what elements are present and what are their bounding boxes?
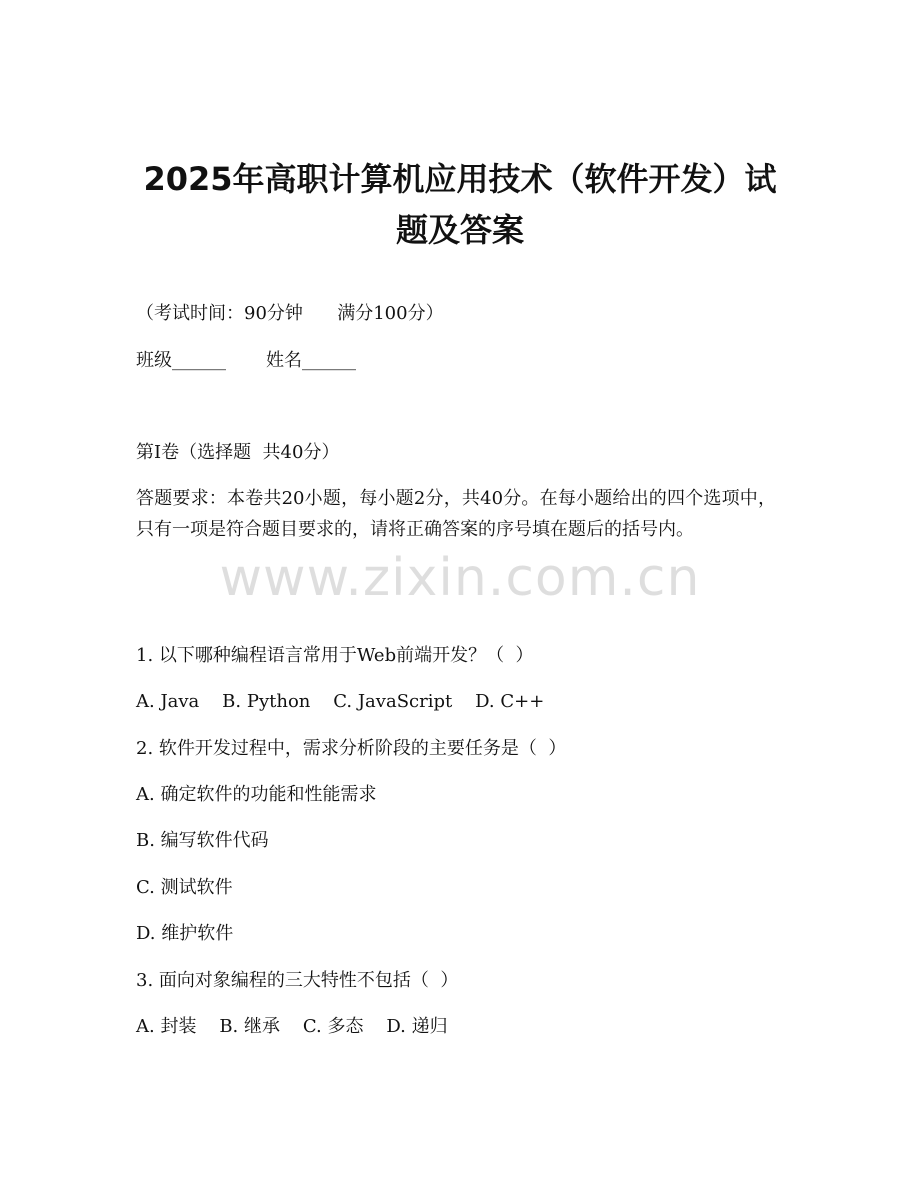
question-2-option-a: A. 确定软件的功能和性能需求 bbox=[136, 784, 377, 805]
question-3-options: A. 封装 B. 继承 C. 多态 D. 递归 bbox=[136, 1016, 448, 1037]
question-1-stem: 1. 以下哪种编程语言常用于Web前端开发？（ ） bbox=[136, 645, 534, 666]
question-2-stem: 2. 软件开发过程中，需求分析阶段的主要任务是（ ） bbox=[136, 738, 567, 759]
question-3-stem: 3. 面向对象编程的三大特性不包括（ ） bbox=[136, 970, 459, 991]
watermark: www.zixin.com.cn bbox=[219, 548, 701, 608]
question-1-options: A. Java B. Python C. JavaScript D. C++ bbox=[136, 691, 545, 712]
document-title-line-2: 题及答案 bbox=[395, 211, 524, 249]
question-2-option-d: D. 维护软件 bbox=[136, 923, 234, 944]
exam-info: （考试时间：90分钟 满分100分） bbox=[136, 303, 444, 324]
class-name-fields: 班级______ 姓名______ bbox=[136, 350, 357, 371]
answer-instructions: 答题要求：本卷共20小题，每小题2分，共40分。在每小题给出的四个选项中，只有一项是符合题目要求的，请将正确答案的序号填在题后的括号内。 bbox=[136, 488, 776, 540]
question-2-option-c: C. 测试软件 bbox=[136, 877, 233, 898]
question-2-option-b: B. 编写软件代码 bbox=[136, 830, 269, 851]
document-title-line-1: 2025年高职计算机应用技术（软件开发）试 bbox=[143, 160, 777, 198]
section-title: 第I卷（选择题 共40分） bbox=[136, 442, 340, 463]
